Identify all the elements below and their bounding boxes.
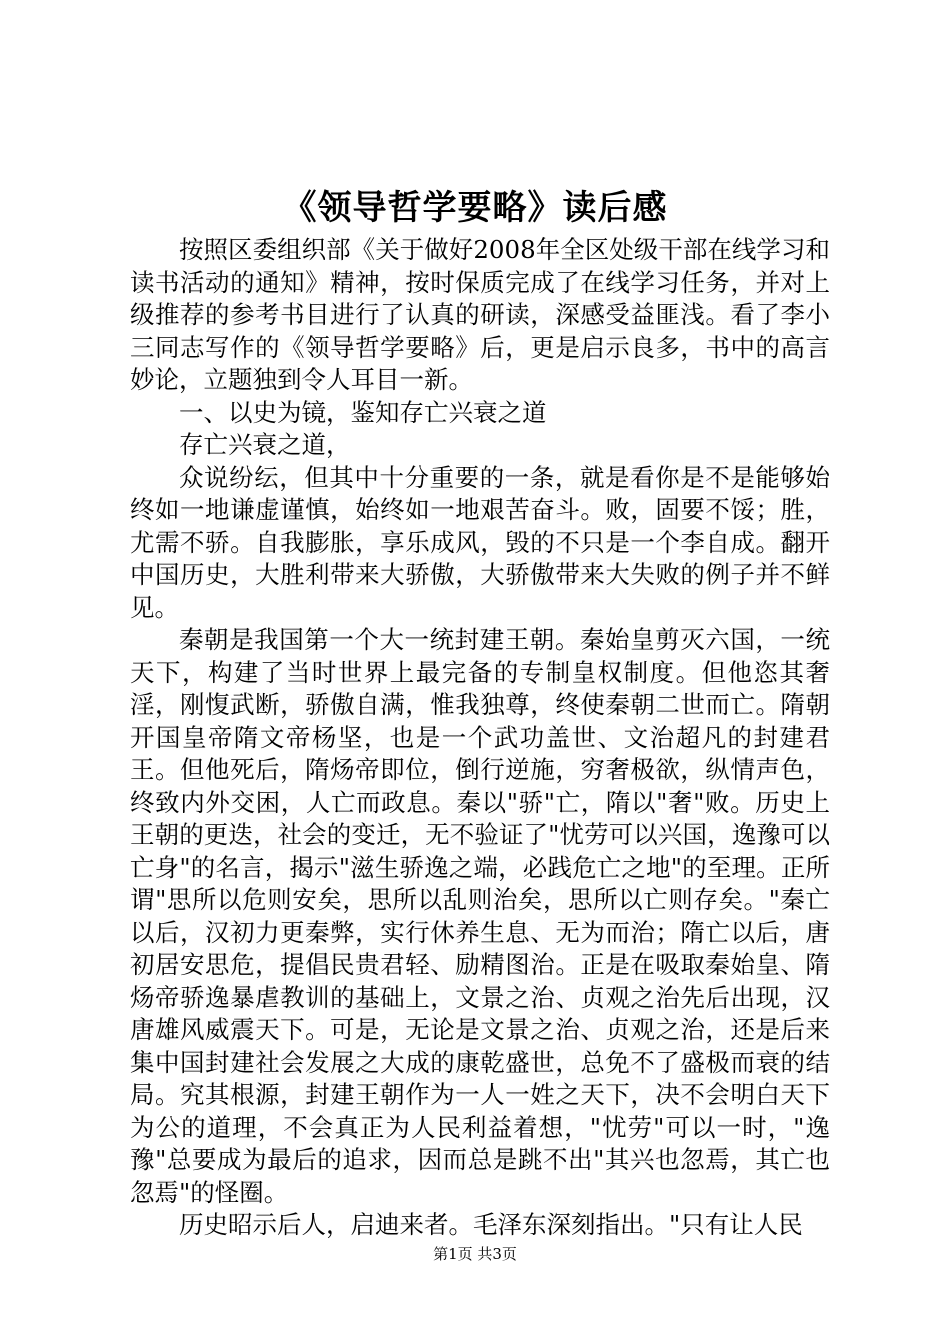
page-footer: 第1页 共3页: [433, 1245, 517, 1263]
paragraph: 存亡兴衰之道，: [179, 430, 351, 459]
paragraph-intro: 按照区委组织部《关于做好2008年全区处级干部在线学习和读书活动的通知》精神，按时保质完成了在线学习任务，并对上级推荐的参考书目进行了认真的研读，深感受益匪浅。看了李小三同志写作的《领导哲学要略》后，更是启示良多，书中的高言妙论，立题独到令人耳目一新。: [130, 235, 830, 394]
document-title: 《领导哲学要略》读后感: [282, 188, 668, 228]
paragraph: 众说纷纭，但其中十分重要的一条，就是看你是不是能够始终如一地谦虚谨慎，始终如一地艰苦奋斗。败，固要不馁；胜，尤需不骄。自我膨胀，享乐成风，毁的不只是一个李自成。翻开中国历史，大胜利带来大骄傲，大骄傲带来大失败的例子并不鲜见。: [130, 462, 830, 622]
paragraph: 历史昭示后人，启迪来者。毛泽东深刻指出。"只有让人民: [179, 1210, 803, 1239]
paragraph: 秦朝是我国第一个大一统封建王朝。秦始皇剪灭六国，一统天下，构建了当时世界上最完备的专制皇权制度。但他恣其奢淫，刚愎武断，骄傲自满，惟我独尊，终使秦朝二世而亡。隋朝开国皇帝隋文帝杨坚，也是一个武功盖世、文治超凡的封建君王。但他死后，隋炀帝即位，倒行逆施，穷奢极欲，纵情声色，终致内外交困，人亡而政息。秦以"骄"亡，隋以"奢"败。历史上王朝的更迭，社会的变迁，无不验证了"忧劳可以兴国，逸豫可以亡身"的名言，揭示"滋生骄逸之端，必践危亡之地"的至理。正所谓"思所以危则安矣，思所以乱则治矣，思所以亡则存矣。"秦亡以后，汉初力更秦弊，实行休养生息、无为而治；隋亡以后，唐初居安思危，提倡民贵君轻、励精图治。正是在吸取秦始皇、隋炀帝骄逸暴虐教训的基础上，文景之治、贞观之治先后出现，汉唐雄风威震天下。可是，无论是文景之治、贞观之治，还是后来集中国封建社会发展之大成的康乾盛世，总免不了盛极而衰的结局。究其根源，封建王朝作为一人一姓之天下，决不会明白天下为公的道理，不会真正为人民利益着想，"忧劳"可以一时，"逸豫"总要成为最后的追求，因而总是跳不出"其兴也忽焉，其亡也忽焉"的怪圈。: [130, 625, 830, 1207]
section-heading: 一、以史为镜，鉴知存亡兴衰之道: [179, 397, 547, 427]
document-body: [130, 234, 830, 1242]
